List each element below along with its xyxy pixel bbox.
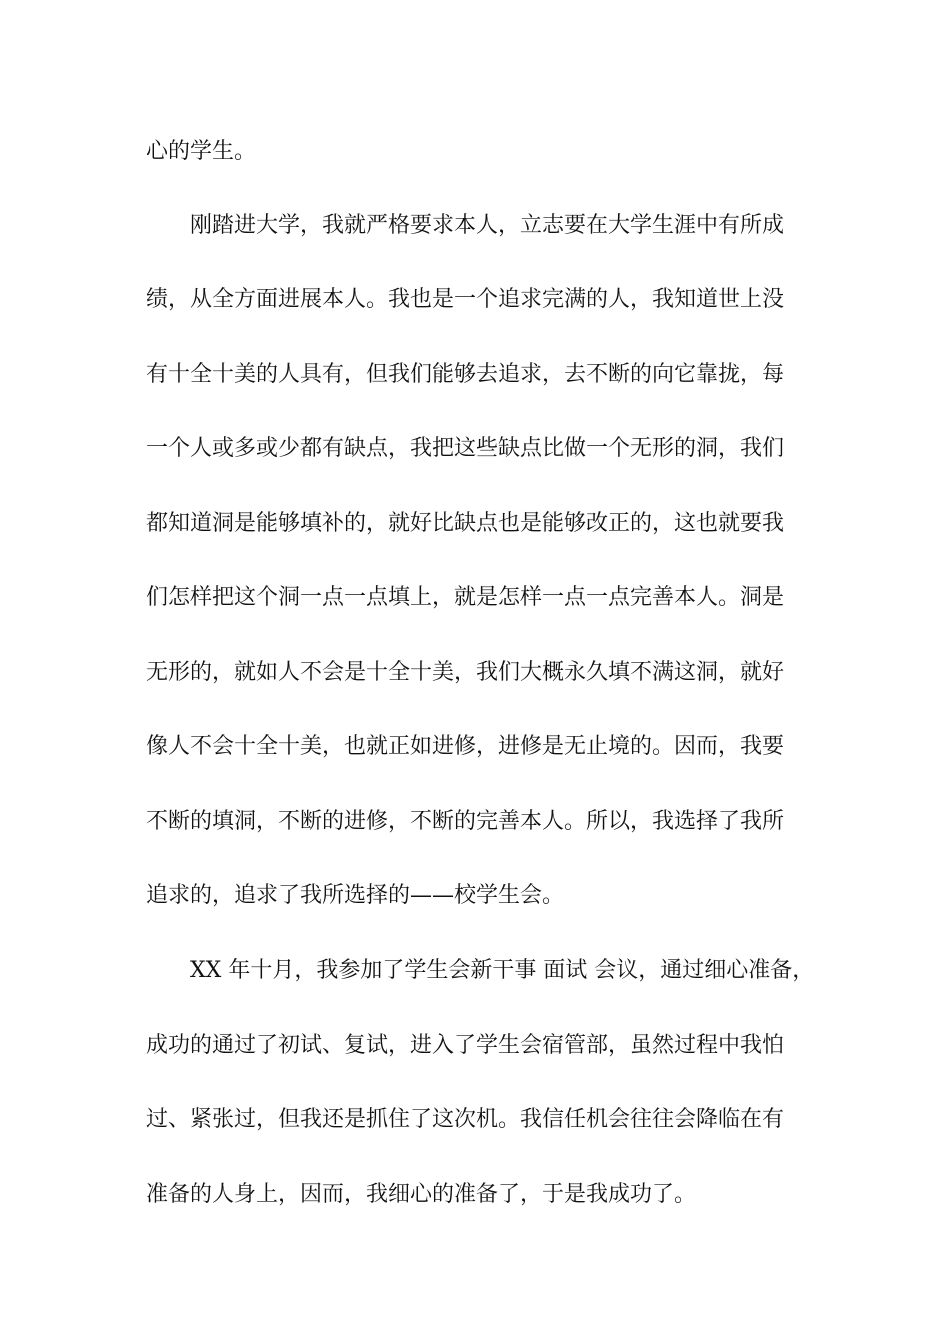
text-line-11: 追求的，追求了我所选择的——校学生会。 <box>146 883 565 908</box>
text-line-12: XX 年十月，我参加了学生会新干事 面试 会议，通过细心准备， <box>190 958 815 983</box>
text-line-1: 心的学生。 <box>146 139 257 164</box>
text-line-13: 成功的通过了初试、复试，进入了学生会宿管部，虽然过程中我怕 <box>146 1033 785 1058</box>
text-line-10: 不断的填洞，不断的进修，不断的完善本人。所以，我选择了我所 <box>146 809 785 834</box>
text-line-3: 绩，从全方面进展本人。我也是一个追求完满的人，我知道世上没 <box>146 287 785 312</box>
text-line-9: 像人不会十全十美，也就正如进修，进修是无止境的。因而，我要 <box>146 734 785 759</box>
text-line-14: 过、紧张过，但我还是抓住了这次机。我信任机会往往会降临在有 <box>146 1107 785 1132</box>
text-line-5: 一个人或多或少都有缺点，我把这些缺点比做一个无形的洞，我们 <box>146 436 785 461</box>
text-line-7: 们怎样把这个洞一点一点填上，就是怎样一点一点完善本人。洞是 <box>146 585 785 610</box>
text-line-6: 都知道洞是能够填补的，就好比缺点也是能够改正的，这也就要我 <box>146 511 785 536</box>
text-line-4: 有十全十美的人具有，但我们能够去追求，去不断的向它靠拢，每 <box>146 362 785 387</box>
text-line-8: 无形的，就如人不会是十全十美，我们大概永久填不满这洞，就好 <box>146 660 785 685</box>
text-line-2: 刚踏进大学，我就严格要求本人，立志要在大学生涯中有所成 <box>190 213 785 238</box>
text-line-15: 准备的人身上，因而，我细心的准备了，于是我成功了。 <box>146 1182 697 1207</box>
